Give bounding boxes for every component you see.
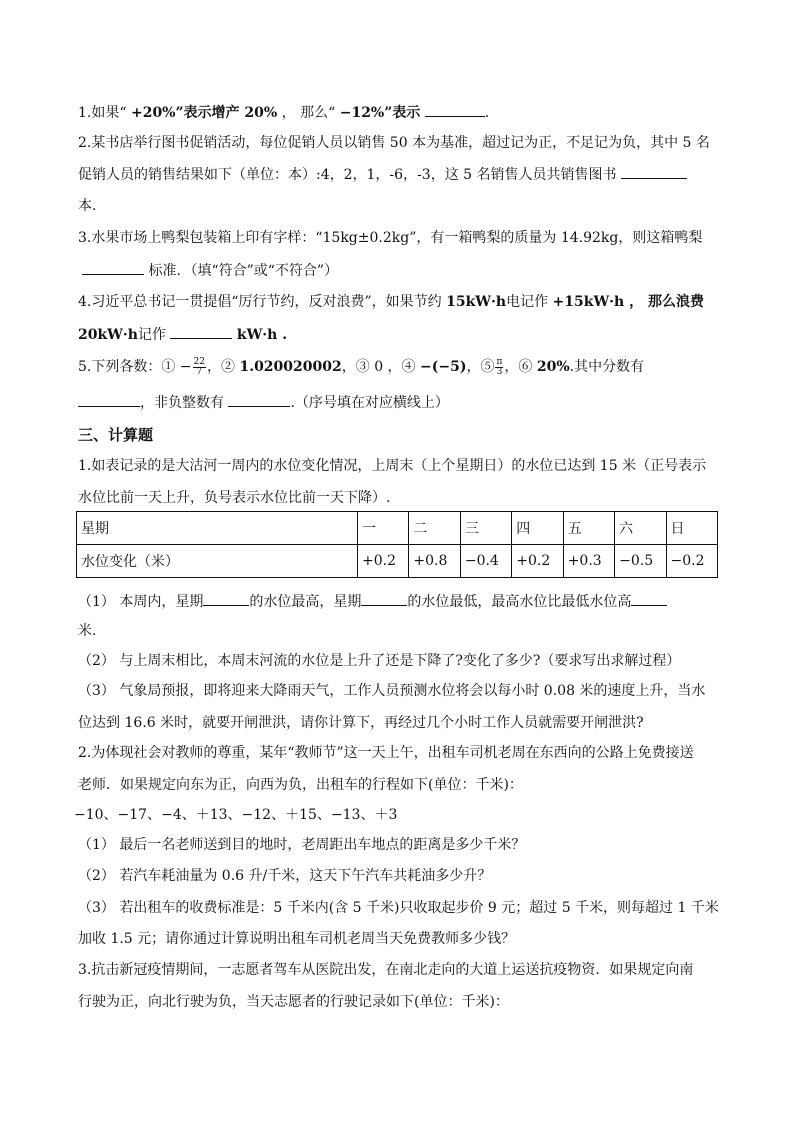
question-5-line-2 [78, 392, 718, 413]
calc-1-sub-2: （2） 与上周末相比，本周末河流的水位是上升了还是下降了?变化了多少?（要求写出求解过程） [78, 653, 681, 669]
q4-text-e: 20kW·h [78, 327, 138, 343]
calc-2-line-1: 2.为体现社会对教师的尊重，某年“教师节”这一天上午，出租车司机老周在东西向的公路上免费接送 [78, 745, 694, 761]
fraction-denominator: 3 [496, 366, 503, 377]
q4-text-b: 15kW·h [446, 294, 507, 310]
calc-2-sub-1: （1） 最后一名老师送到目的地时，老周距出车地点的距离是多少千米？ [78, 837, 526, 853]
calc-1-line-1: 1.如表记录的是大沽河一周内的水位变化情况，上周末（上个星期日）的水位已达到 15 米（正号表示 [78, 458, 707, 474]
table-cell: −0.2 [666, 545, 717, 578]
calc-1-sub-3-line-1: （3） 气象局预报，即将迎来大降雨天气，工作人员预测水位将会以每小时 0.08 米的速度上升，当水 [78, 683, 706, 699]
table-header-row [77, 512, 718, 545]
question-2-line-3: 本. [78, 198, 97, 214]
question-2-line-2 [78, 164, 718, 185]
table-cell: 星期 [77, 512, 358, 545]
table-cell: +0.2 [512, 545, 563, 578]
table-cell: +0.8 [409, 545, 460, 578]
answer-blank[interactable] [82, 260, 144, 275]
calc-2-line-2: 老师．如果规定向东为正，向西为负，出租车的行程如下(单位：千米)： [78, 777, 523, 793]
calc-2-trip-list: −10、−17、−4、＋13、−12、＋15、−13、＋3 [74, 807, 398, 823]
calc-3-line-1: 3.抗击新冠疫情期间，一志愿者驾车从医院出发，在南北走向的大道上运送抗疫物资．如果规定向南 [78, 962, 694, 978]
calc-2-sub-3-line-1: （3） 若出租车的收费标准是：5 千米内(含 5 千米)只收取起步价 9 元；超过 5 千米，则每超过 1 千米 [78, 900, 719, 916]
q4-text-c: 电记作 [506, 294, 553, 310]
q5-text-a: ，非负整数有 [140, 395, 224, 411]
q4-text-g: kW·h . [236, 327, 288, 343]
calc-1-sub-1-c: 的水位最低，最高水位比最低水位高 [407, 594, 632, 610]
fraction-numerator: 22 [193, 356, 205, 367]
q5-item-6-value: 20% [536, 359, 570, 375]
fraction-22-7 [193, 358, 206, 377]
table-cell: 四 [512, 512, 563, 545]
q4-text-a: 4.习近平总书记一贯提倡“厉行节约，反对浪费”，如果节约 [78, 294, 447, 310]
answer-blank[interactable] [78, 392, 140, 407]
q5-lead: 5.下列各数：① − [78, 359, 192, 375]
q5-text-b: .（序号填在对应横线上） [290, 395, 449, 411]
q3-text: 标准．（填“符合”或“不符合”） [148, 263, 339, 279]
q1-text-a: 1.如果“ [78, 105, 127, 121]
table-cell: 五 [563, 512, 614, 545]
question-4-line-2 [78, 324, 718, 345]
table-cell: −0.5 [615, 545, 666, 578]
answer-blank[interactable] [203, 591, 249, 606]
q5-item-3-label: ，③ 0 ，④ [341, 359, 421, 375]
q5-tail: .其中分数有 [569, 359, 645, 375]
q4-text-d: +15kW·h ， 那么浪费 [552, 294, 704, 310]
answer-blank[interactable] [228, 392, 290, 407]
calc-1-sub-1-a: （1） 本周内，星期 [78, 594, 204, 610]
table-cell: 水位变化（米） [77, 545, 358, 578]
table-cell: 日 [666, 512, 717, 545]
table-cell: 一 [358, 512, 409, 545]
q5-item-6-label: ，⑥ [504, 359, 537, 375]
table-cell: 二 [409, 512, 460, 545]
fraction-pi-3 [495, 358, 503, 377]
question-2-line-1: 2.某书店举行图书促销活动，每位促销人员以销售 50 本为基准，超过记为正，不足记为负，其中 5 名 [78, 135, 710, 151]
calc-1-sub-1-end: 米. [78, 623, 97, 639]
fraction-denominator: 7 [196, 366, 203, 377]
table-cell: −0.4 [460, 545, 511, 578]
question-3-line-1: 3.水果市场上鸭梨包装箱上印有字样：“15kg±0.2kg”，有一箱鸭梨的质量为 14.92kg，则这箱鸭梨 [78, 230, 703, 246]
water-level-table [76, 511, 718, 578]
calc-3-line-2: 行驶为正，向北行驶为负，当天志愿者的行驶记录如下(单位：千米)： [78, 994, 509, 1010]
section-title: 三、计算题 [78, 426, 154, 444]
table-cell: 六 [615, 512, 666, 545]
calc-2-sub-2: （2） 若汽车耗油量为 0.6 升/千米，这天下午汽车共耗油多少升？ [78, 868, 492, 884]
q5-item-5-label: ，⑤ [466, 359, 495, 375]
answer-blank[interactable] [361, 591, 407, 606]
q1-text-e: . [484, 105, 490, 121]
q4-text-f: 记作 [137, 327, 166, 343]
fraction-numerator: π [496, 356, 503, 367]
calc-2-sub-3-line-2: 加收 1.5 元；请你通过计算说明出租车司机老周当天免费教师多少钱？ [78, 931, 516, 947]
answer-blank[interactable] [621, 164, 687, 179]
q1-text-d: −12%”表示 [339, 105, 421, 121]
calc-1-sub-3-line-2: 位达到 16.6 米时，就要开闸泄洪，请你计算下，再经过几个小时工作人员就需要开闸泄洪? [78, 715, 644, 731]
calc-1-sub-1 [78, 591, 718, 612]
calc-1-line-2: 水位比前一天上升，负号表示水位比前一天下降）. [78, 490, 391, 506]
q5-item-2-label: ，② [207, 359, 240, 375]
q1-text-c: ， 那么“ [281, 105, 336, 121]
answer-blank[interactable] [631, 591, 667, 606]
table-cell: 三 [460, 512, 511, 545]
question-5-line-1 [78, 357, 718, 377]
calc-1-sub-1-b: 的水位最高，星期 [249, 594, 362, 610]
q2-text: 促销人员的销售结果如下（单位：本）:4，2，1，-6，-3，这 5 名销售人员共销售图书 [78, 167, 617, 183]
table-cell: +0.2 [358, 545, 409, 578]
table-cell: +0.3 [563, 545, 614, 578]
question-4-line-1 [78, 292, 718, 312]
question-3-line-2 [78, 260, 718, 281]
q5-item-4-value: −(−5) [420, 359, 467, 375]
q5-item-2-value: 1.020020002 [239, 359, 342, 375]
table-row [77, 545, 718, 578]
answer-blank[interactable] [425, 102, 485, 117]
question-1 [78, 102, 718, 123]
q1-text-b: +20%”表示增产 20% [130, 105, 278, 121]
answer-blank[interactable] [170, 324, 232, 339]
